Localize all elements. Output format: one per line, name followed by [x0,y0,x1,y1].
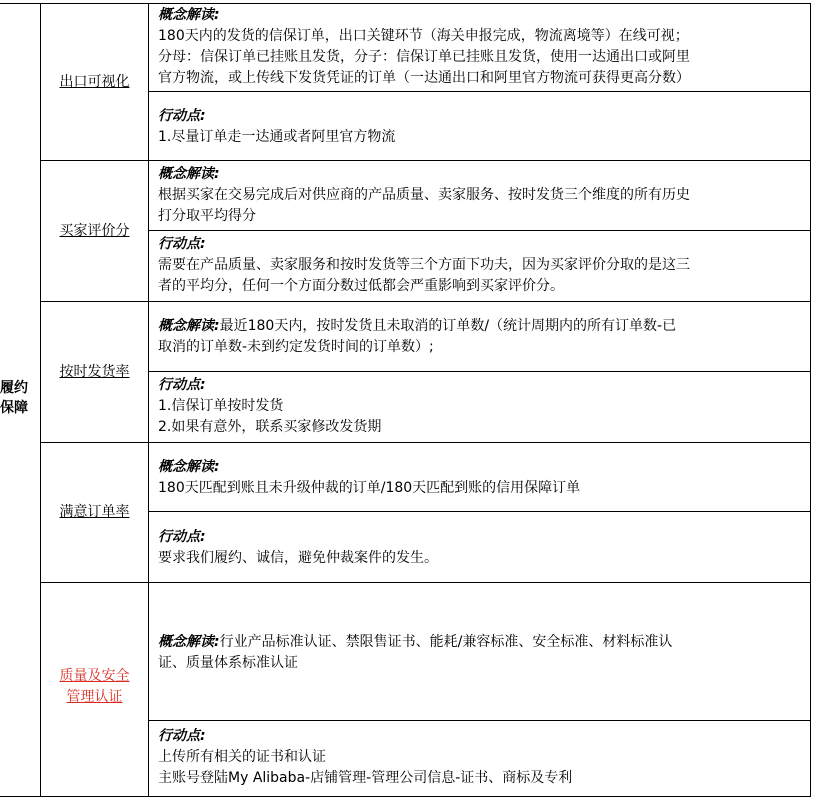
action-heading: 行动点: [158,236,206,252]
concept-heading: 概念解读: [158,166,220,182]
concept-heading: 概念解读: [158,459,220,475]
action-line: 需要在产品质量、卖家服务和按时发货等三个方面下功夫，因为买家评价分取的是这三 [158,257,690,273]
grid-line [810,3,811,797]
concept-line: 180天内的发货的信保订单，出口关键环节（海关申报完成，物流离境等）在线可视； [158,28,689,44]
concept-line: 取消的订单数-未到约定发货时间的订单数）; [158,339,434,355]
grid-line [40,582,811,583]
concept-block [158,164,690,227]
grid-line [0,796,811,797]
concept-heading: 概念解读: [158,7,220,23]
action-block [158,106,395,148]
action-line: 1.尽量订单走一达通或者阿里官方物流 [158,129,396,145]
grid-line [40,160,811,161]
action-block [158,234,690,297]
grid-line [148,720,811,721]
action-block [158,527,438,569]
concept-line: 行业产品标准认证、禁限售证书、能耗/兼容标准、安全标准、材料标准认 [219,634,673,650]
concept-heading: 概念解读: [158,634,220,650]
action-line: 1.信保订单按时发货 [158,398,284,414]
grid-line [148,511,811,512]
action-line: 上传所有相关的证书和认证 [158,749,326,765]
concept-block [158,316,676,358]
action-heading: 行动点: [158,728,206,744]
concept-block [158,5,690,89]
concept-block [158,632,672,674]
action-line: 2.如果有意外，联系买家修改发货期 [158,419,382,435]
grid-line [40,442,811,443]
grid-line [148,91,811,92]
grid-line [0,3,811,4]
category-label: 按时发货率 [59,364,130,380]
category-label-line: 管理认证 [66,689,123,705]
concept-line: 分母：信保订单已挂账且发货，分子：信保订单已挂账且发货，使用一达通出口或阿里 [158,49,690,65]
concept-line: 最近180天内，按时发货且未取消的订单数/（统计周期内的所有订单数-已 [219,318,677,334]
concept-line: 根据买家在交易完成后对供应商的产品质量、卖家服务、按时发货三个维度的所有历史 [158,187,690,203]
grid-line [148,3,149,797]
action-line: 要求我们履约、诚信，避免仲裁案件的发生。 [158,550,438,566]
action-block [158,375,381,438]
grid-line [148,371,811,372]
concept-heading: 概念解读: [158,318,220,334]
action-line: 主账号登陆My Alibaba-店铺管理-管理公司信息-证书、商标及专利 [158,770,573,786]
category-label: 出口可视化 [59,74,130,90]
action-block [158,726,572,789]
section-title-line: 履约 [0,380,28,396]
concept-line: 证、质量体系标准认证 [158,655,298,671]
category-label: 满意订单率 [59,504,130,520]
category-label-line: 质量及安全 [59,668,130,684]
grid-line [148,230,811,231]
action-heading: 行动点: [158,377,206,393]
action-line: 者的平均分，任何一个方面分数过低都会严重影响到买家评价分。 [158,278,564,294]
section-title-line: 保障 [0,400,28,416]
grid-line [40,301,811,302]
concept-line: 180天匹配到账且未升级仲裁的订单/180天匹配到账的信用保障订单 [158,480,581,496]
action-heading: 行动点: [158,108,206,124]
section-title [0,378,38,418]
concept-line: 官方物流，或上传线下发货凭证的订单（一达通出口和阿里官方物流可获得更高分数） [158,70,690,86]
category-label: 买家评价分 [59,223,130,239]
action-heading: 行动点: [158,529,206,545]
category-label [41,666,148,708]
concept-block [158,457,580,499]
concept-line: 打分取平均得分 [158,208,256,224]
